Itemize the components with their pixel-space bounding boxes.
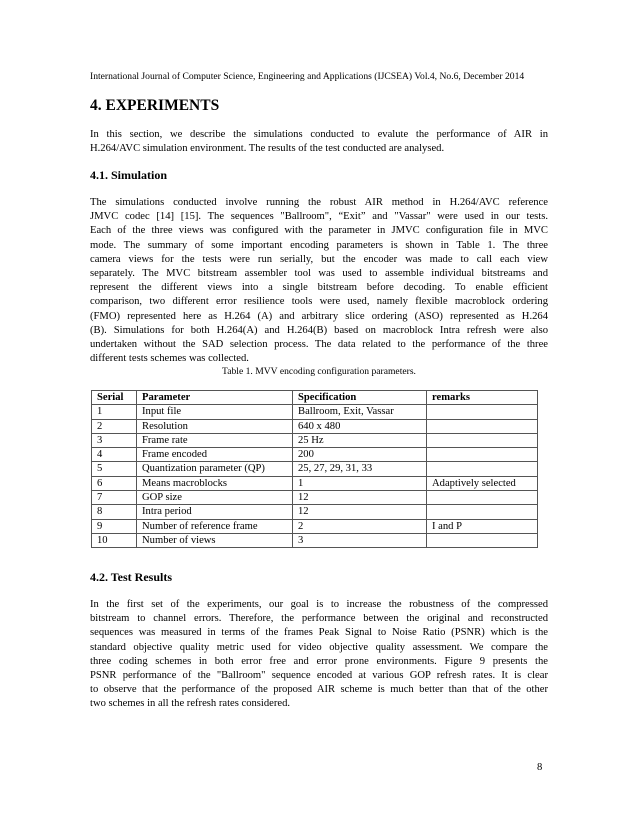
paragraph-line: standard objective quality metric used for video objective quality assessment. We compare the	[90, 641, 548, 653]
table-cell: 25 Hz	[293, 433, 427, 447]
table-caption: Table 1. MVV encoding configuration parameters.	[222, 366, 416, 377]
table-row	[92, 462, 538, 476]
table-cell: Frame rate	[137, 433, 293, 447]
table-row	[92, 533, 538, 547]
encoding-parameters-table	[91, 390, 538, 548]
table-row	[92, 491, 538, 505]
table-cell	[427, 419, 538, 433]
table-cell	[427, 491, 538, 505]
table-cell	[427, 533, 538, 547]
table-row	[92, 476, 538, 490]
table-cell: 3	[293, 533, 427, 547]
table-row	[92, 448, 538, 462]
paragraph-line: (B). Simulations for both H.264(A) and H.264(B) based on macroblock Intra refresh were also	[90, 324, 548, 336]
paragraph-line: (FMO) represented here as H.264 (A) and arbitrary slice ordering (ASO) represented as H.264	[90, 310, 548, 322]
table-cell	[427, 448, 538, 462]
table-cell: 2	[92, 419, 137, 433]
table-cell: I and P	[427, 519, 538, 533]
running-header: International Journal of Computer Science, Engineering and Applications (IJCSEA) Vol.4, No.6, December 2014	[90, 71, 525, 82]
paragraph-line: three coding schemes in both error free and error prone environments. Figure 9 presents the	[90, 655, 548, 667]
paragraph-line: comparison, two different error resilience tools were used, namely flexible macroblock ordering	[90, 296, 548, 308]
page-number: 8	[537, 762, 543, 773]
paragraph-line: sequences was measured in terms of the frames Peak Signal to Noise Ratio (PSNR) which is the	[90, 627, 548, 639]
table-cell: 6	[92, 476, 137, 490]
table-cell: 4	[92, 448, 137, 462]
paragraph-line: PSNR performance of the "Ballroom" sequence encoded at various GOP refresh rates. It is clear	[90, 670, 548, 682]
table-cell: Resolution	[137, 419, 293, 433]
table-cell: 10	[92, 533, 137, 547]
table-cell: Adaptively selected	[427, 476, 538, 490]
table-cell: Number of reference frame	[137, 519, 293, 533]
table-cell	[427, 462, 538, 476]
paragraph-line: separately. The MVC bitstream assembler tool was used to assemble individual bitstreams and	[90, 268, 548, 280]
paragraph-line: to observe that the performance of the proposed AIR scheme is much better than that of the other	[90, 684, 548, 696]
paragraph-line: In the first set of the experiments, our goal is to increase the robustness of the compressed	[90, 599, 548, 610]
table-row	[92, 433, 538, 447]
table-cell	[427, 505, 538, 519]
table-row	[92, 405, 538, 419]
intro-paragraph	[90, 128, 548, 156]
table-cell: 8	[92, 505, 137, 519]
paragraph-line: JMVC codec [14] [15]. The sequences "Ballroom", “Exit” and "Vassar" were used in our tests.	[90, 211, 548, 223]
paragraph-line: bitstream to channel errors. Therefore, the performance between the original and reconstructed	[90, 613, 548, 625]
results-paragraph	[90, 598, 548, 712]
paragraph-line: mode. The summary of some important encoding parameters is shown in Table 1. The three	[90, 239, 548, 251]
table-cell: 12	[293, 505, 427, 519]
paragraph-line: undertaken without the SAD selection process. The data related to the performance of the three	[90, 339, 548, 351]
paragraph-line: two schemes in all the refresh rates considered.	[90, 698, 291, 710]
column-header: Specification	[293, 391, 427, 405]
paragraph-line: Each of the three views was configured with the parameter in JMVC configuration file in MVC	[90, 225, 548, 237]
table-header-row	[92, 391, 538, 405]
column-header: Parameter	[137, 391, 293, 405]
paragraph-line: different tests schemes was collected.	[90, 353, 249, 365]
table-row	[92, 419, 538, 433]
table-cell: Input file	[137, 405, 293, 419]
table-cell: 9	[92, 519, 137, 533]
table-cell: 1	[92, 405, 137, 419]
paragraph-line: represent the different views into a single bitstream before decoding. To enable efficient	[90, 282, 548, 294]
table-cell: GOP size	[137, 491, 293, 505]
table-cell: 7	[92, 491, 137, 505]
table-cell: Quantization parameter (QP)	[137, 462, 293, 476]
paragraph-line: H.264/AVC simulation environment. The results of the test conducted are analysed.	[90, 143, 445, 155]
table-cell: 2	[293, 519, 427, 533]
column-header: Serial	[92, 391, 137, 405]
table-cell: Intra period	[137, 505, 293, 519]
table-cell: 5	[92, 462, 137, 476]
section-title: 4. EXPERIMENTS	[90, 97, 220, 114]
table-cell	[427, 433, 538, 447]
table-row	[92, 505, 538, 519]
table-cell: 3	[92, 433, 137, 447]
paragraph-line: camera views for the tests were run serially, but the encoder was made to call each view	[90, 253, 548, 265]
table-row	[92, 519, 538, 533]
table-cell: 25, 27, 29, 31, 33	[293, 462, 427, 476]
column-header: remarks	[427, 391, 538, 405]
table-cell: Frame encoded	[137, 448, 293, 462]
table-cell: 640 x 480	[293, 419, 427, 433]
subsection-title-results: 4.2. Test Results	[90, 570, 173, 584]
table-cell: 200	[293, 448, 427, 462]
simulation-paragraph	[90, 196, 548, 366]
table-cell: Number of views	[137, 533, 293, 547]
paragraph-line: In this section, we describe the simulations conducted to evalute the performance of AIR in	[90, 129, 548, 140]
paragraph-line: The simulations conducted involve running the robust AIR method in H.264/AVC reference	[90, 197, 548, 208]
table-cell	[427, 405, 538, 419]
subsection-title-simulation: 4.1. Simulation	[90, 168, 168, 182]
table-cell: 1	[293, 476, 427, 490]
table-cell: Ballroom, Exit, Vassar	[293, 405, 427, 419]
table-cell: 12	[293, 491, 427, 505]
table-cell: Means macroblocks	[137, 476, 293, 490]
